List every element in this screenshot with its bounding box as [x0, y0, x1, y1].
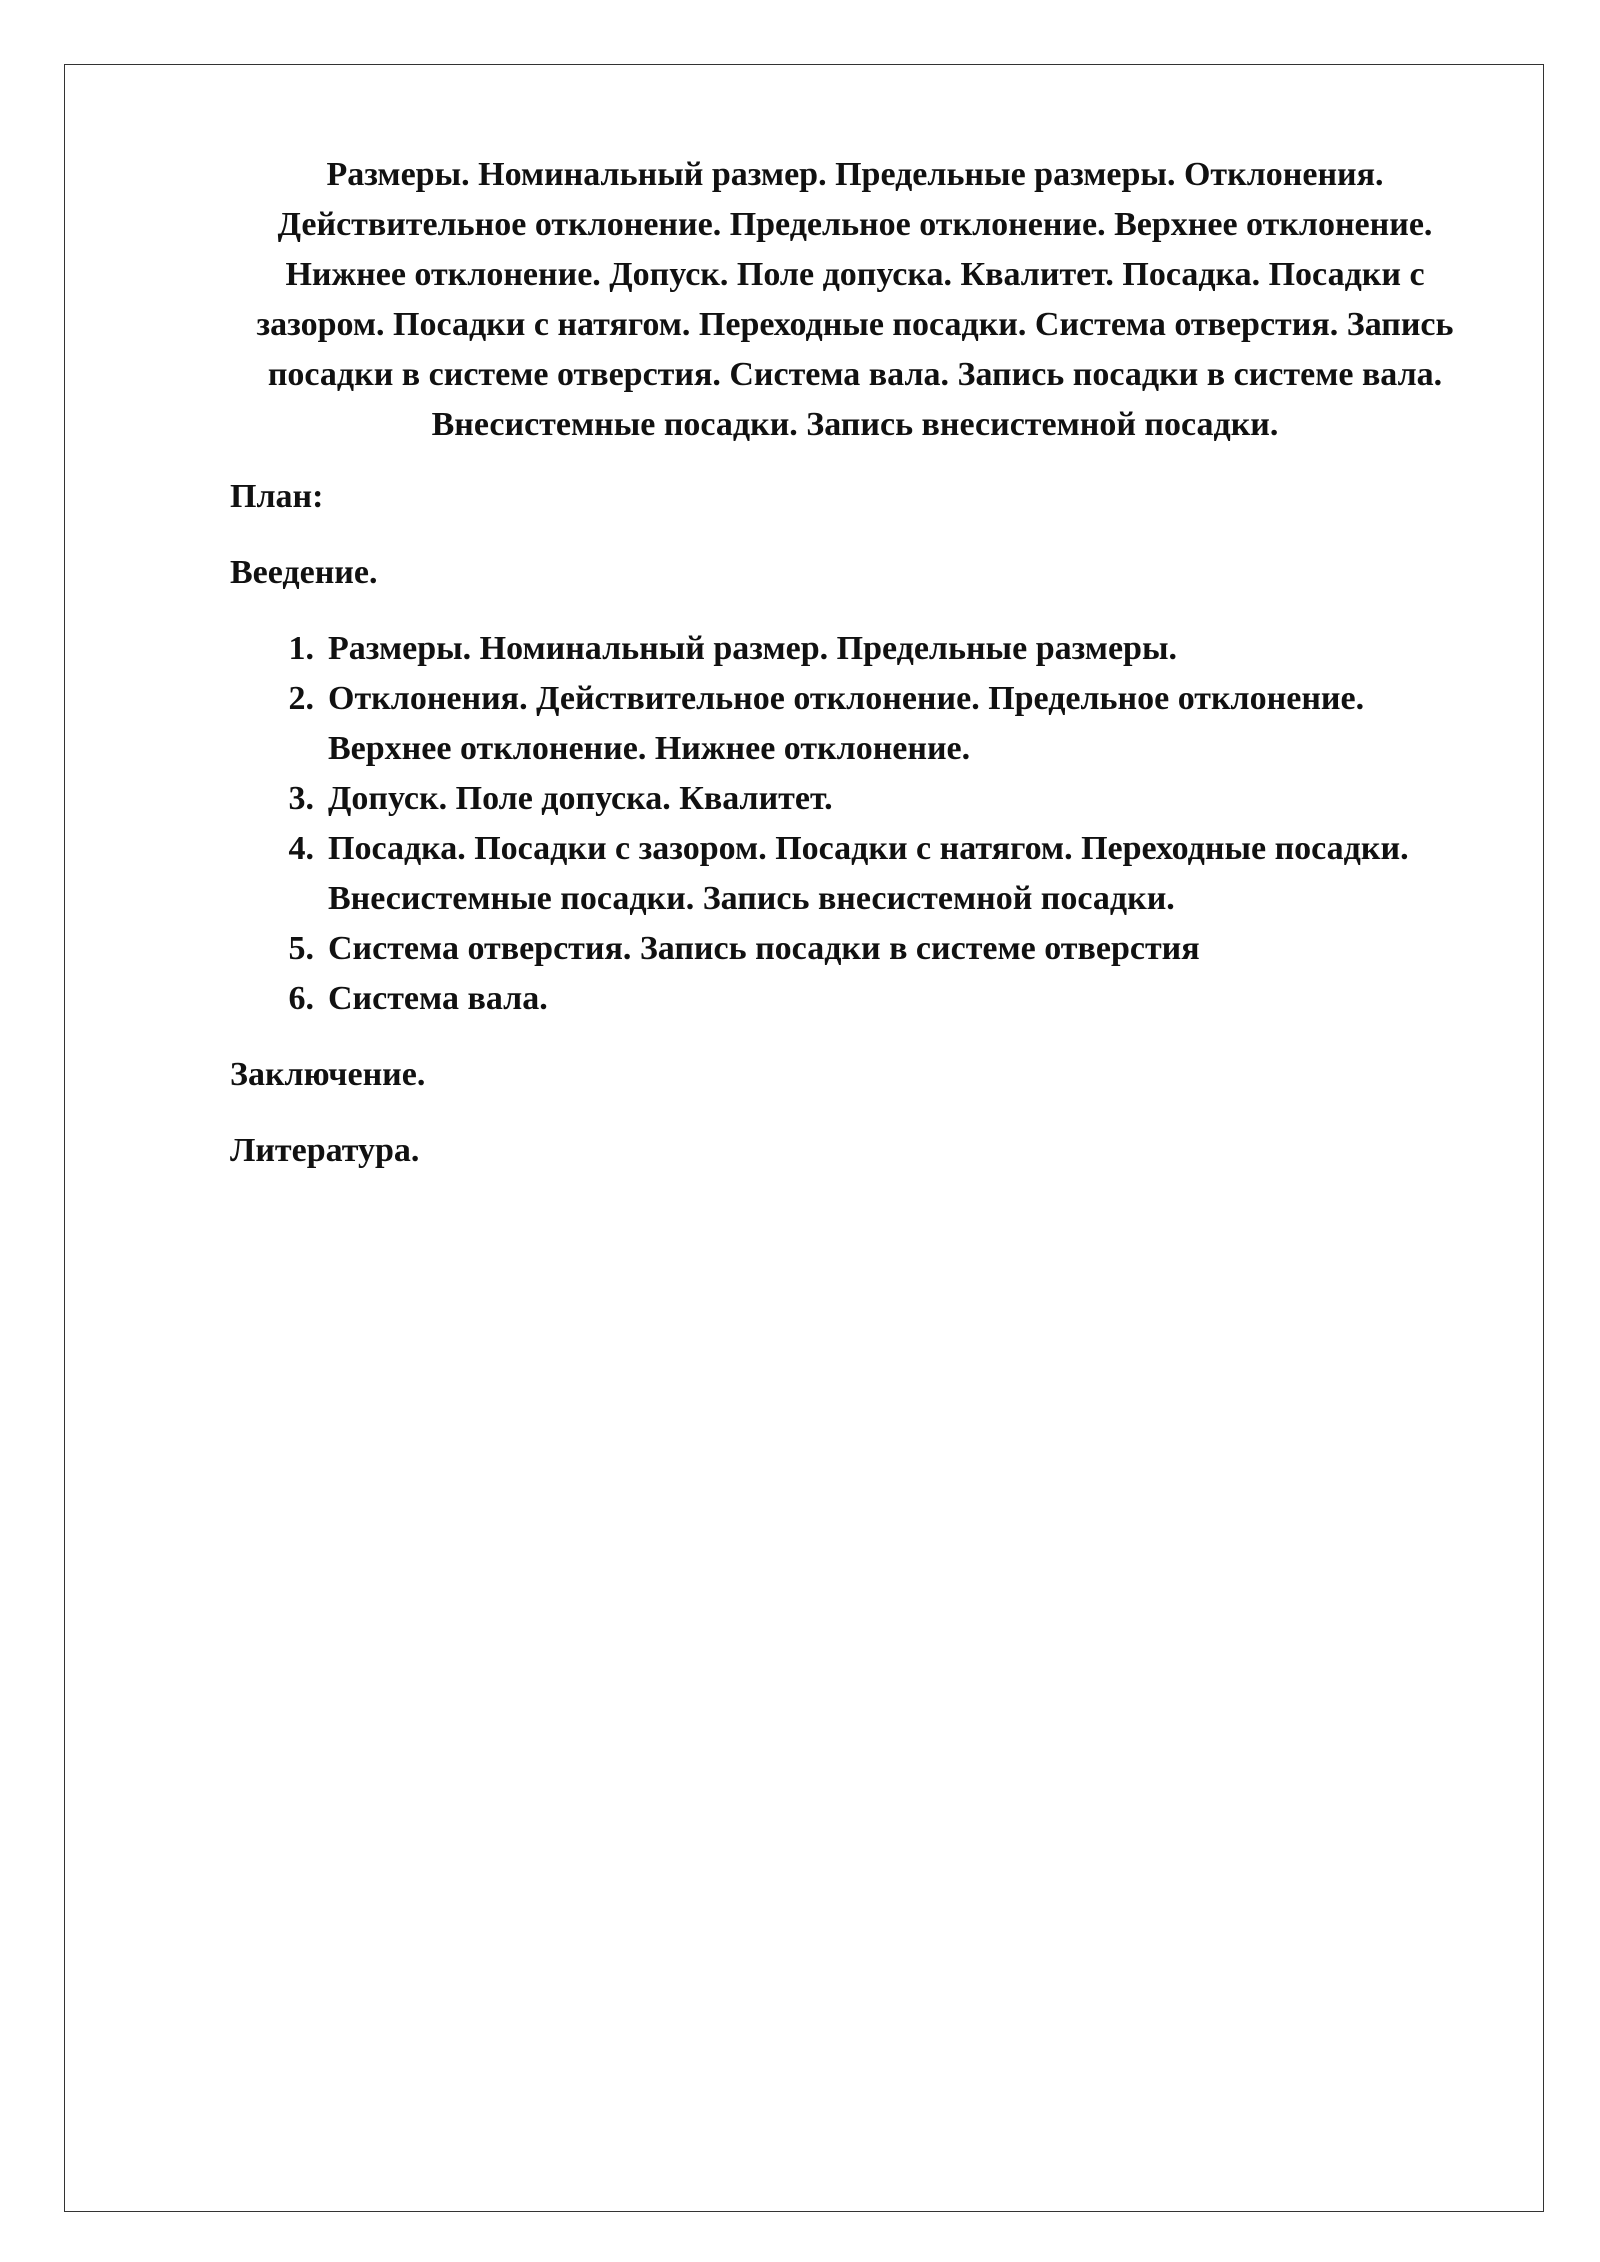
plan-heading: План:	[230, 478, 324, 515]
list-item	[230, 674, 1480, 774]
list-item-text: Допуск. Поле допуска. Квалитет.	[328, 780, 833, 817]
literature-heading: Литература.	[230, 1132, 420, 1169]
list-item	[230, 974, 1480, 1024]
plan-list	[230, 624, 1480, 1024]
document-body	[230, 150, 1480, 1202]
list-item-text: Система вала.	[328, 980, 548, 1017]
list-item-number: 2.	[288, 680, 314, 717]
list-item-text: Размеры. Номинальный размер. Предельные размеры.	[328, 630, 1177, 667]
list-item-text: Отклонения. Действительное отклонение. Предельное отклонение. Верхнее отклонение. Нижнее отклонение.	[328, 680, 1365, 767]
list-item	[230, 824, 1480, 924]
list-item-number: 5.	[288, 930, 314, 967]
introduction-heading: Веедение.	[230, 554, 378, 591]
document-title: Размеры. Номинальный размер. Предельные размеры. Отклонения. Действительное отклонение. Предельное отклонение. Верхнее отклонение. Нижнее отклонение. Допуск. Поле допуска. Квалитет. Посадка. Посадки с зазором. Посадки с натягом. Переходные посадки. Система отверстия. Запись посадки в системе отверстия. Система вала. Запись посадки в системе вала. Внесистемные посадки. Запись внесистемной посадки.	[256, 156, 1454, 443]
list-item-number: 1.	[288, 630, 314, 667]
list-item-text: Система отверстия. Запись посадки в системе отверстия	[328, 930, 1200, 967]
list-item-number: 6.	[288, 980, 314, 1017]
list-item	[230, 624, 1480, 674]
conclusion-heading: Заключение.	[230, 1056, 426, 1093]
list-item	[230, 924, 1480, 974]
list-item-number: 4.	[288, 830, 314, 867]
list-item-text: Посадка. Посадки с зазором. Посадки с натягом. Переходные посадки. Внесистемные посадки. Запись внесистемной посадки.	[328, 830, 1409, 917]
list-item-number: 3.	[288, 780, 314, 817]
list-item	[230, 774, 1480, 824]
